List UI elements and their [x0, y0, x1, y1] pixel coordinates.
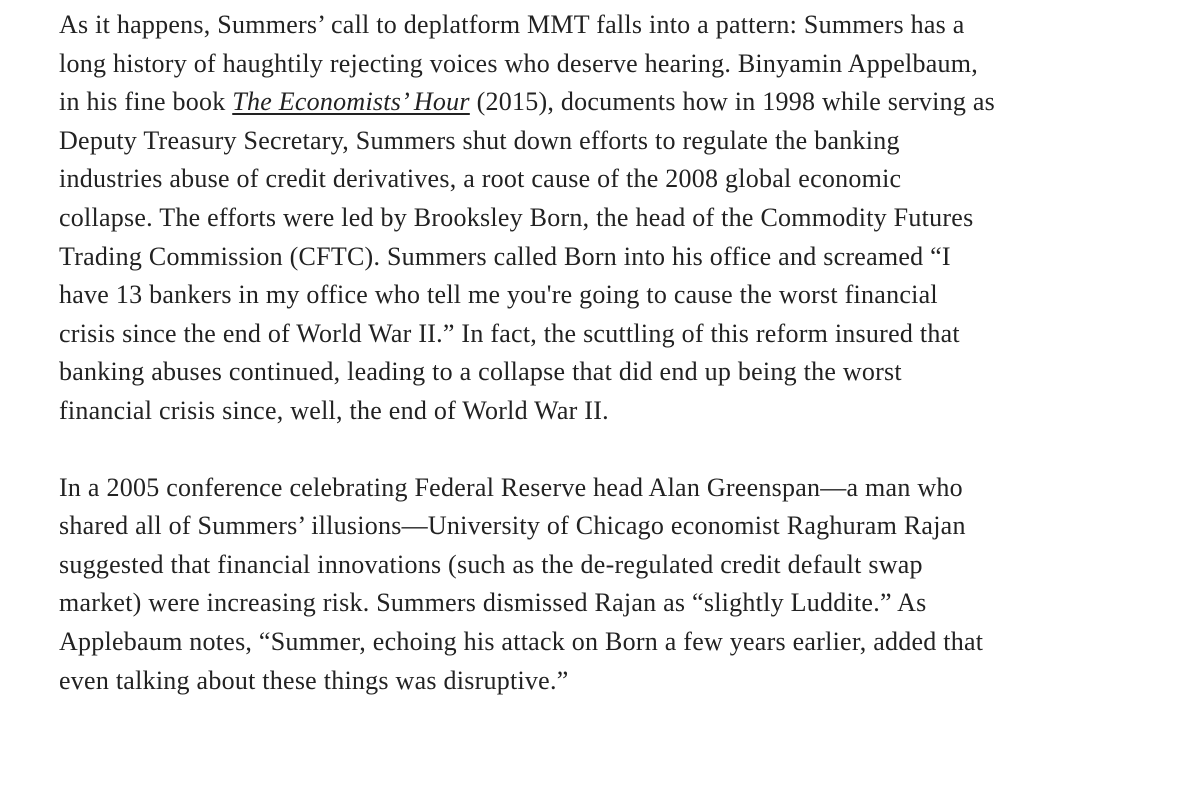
text-line: market) were increasing risk. Summers dismissed Rajan as “slightly Luddite.” As	[59, 588, 927, 618]
text-segment: in his fine book	[59, 87, 233, 117]
book-title-link[interactable]: The Economists’ Hour	[232, 87, 470, 117]
text-line: In a 2005 conference celebrating Federal Reserve head Alan Greenspan—a man who	[59, 472, 963, 502]
text-line: long history of haughtily rejecting voices who deserve hearing. Binyamin Appelbaum,	[59, 48, 978, 78]
text-line: industries abuse of credit derivatives, a root cause of the 2008 global economic	[59, 164, 902, 194]
text-line: suggested that financial innovations (such as the de-regulated credit default swap	[59, 549, 923, 579]
text-line: collapse. The efforts were led by Brooksley Born, the head of the Commodity Futures	[59, 202, 974, 232]
text-segment: (2015), documents how in 1998 while serving as	[469, 87, 995, 117]
text-line: shared all of Summers’ illusions—University of Chicago economist Raghuram Rajan	[59, 511, 966, 541]
text-line: crisis since the end of World War II.” In fact, the scuttling of this reform insured that	[59, 318, 960, 348]
paragraph-greenspan-conference	[59, 469, 1140, 701]
text-line: banking abuses continued, leading to a collapse that did end up being the worst	[59, 357, 902, 387]
text-line: even talking about these things was disruptive.”	[59, 665, 569, 695]
text-line: Trading Commission (CFTC). Summers called Born into his office and screamed “I	[59, 241, 951, 271]
text-line: Applebaum notes, “Summer, echoing his attack on Born a few years earlier, added that	[59, 626, 984, 656]
text-line-with-book-link	[59, 83, 1140, 122]
paragraph-summers-born	[59, 6, 1140, 431]
text-line: Deputy Treasury Secretary, Summers shut down efforts to regulate the banking	[59, 125, 900, 155]
text-line: financial crisis since, well, the end of World War II.	[59, 395, 609, 425]
text-line: As it happens, Summers’ call to deplatform MMT falls into a pattern: Summers has a	[59, 10, 965, 39]
text-line: have 13 bankers in my office who tell me you're going to cause the worst financial	[59, 280, 938, 310]
